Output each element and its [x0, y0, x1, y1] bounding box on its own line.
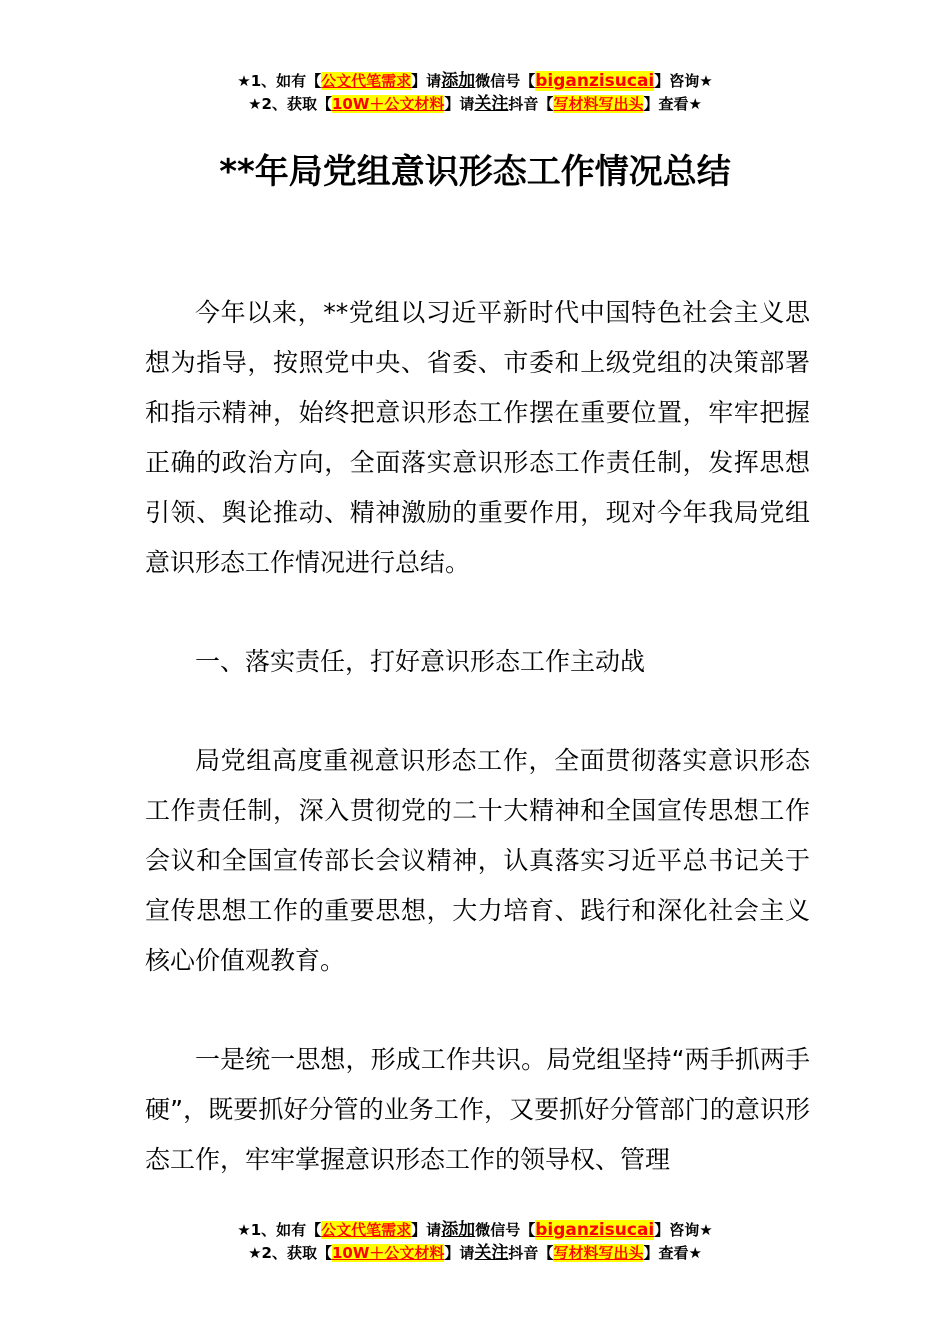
paragraph-section-1: 局党组高度重视意识形态工作，全面贯彻落实意识形态工作责任制，深入贯彻党的二十大精神和全国宣传思想工作会议和全国宣传部长会议精神，认真落实习近平总书记关于宣传思想工作的重要思想，大力培育、践行和深化社会主义核心价值观教育。	[145, 746, 810, 975]
banner-text: 微信号【	[475, 1221, 536, 1239]
banner-emphasis: 添加	[441, 71, 476, 91]
banner-line-2	[0, 93, 950, 116]
banner-text: 抖音【	[508, 1244, 554, 1262]
paragraph-intro: 今年以来，**党组以习近平新时代中国特色社会主义思想为指导，按照党中央、省委、市委和上级党组的决策部署和指示精神，始终把意识形态工作摆在重要位置，牢牢把握正确的政治方向，全面落实意识形态工作责任制，发挥思想引领、舆论推动、精神激励的重要作用，现对今年我局党组意识形态工作情况进行总结。	[145, 298, 810, 577]
banner-text: ★2、获取【	[248, 1244, 332, 1262]
highlight-douyin-id: 写材料写出头	[553, 1244, 644, 1262]
banner-line-1	[0, 1219, 950, 1242]
banner-text: 】请	[444, 1244, 475, 1262]
banner-text: ★1、如有【	[237, 72, 322, 90]
banner-emphasis: 添加	[441, 1220, 476, 1240]
banner-text: ★1、如有【	[237, 1221, 322, 1239]
banner-text: 】查看★	[643, 95, 702, 113]
highlight-service: 公文代笔需求	[321, 1221, 412, 1239]
footer-banner	[0, 1219, 950, 1265]
highlight-wechat-id: biganzisucai	[535, 71, 655, 91]
banner-text: 】请	[444, 95, 475, 113]
document-title: **年局党组意识形态工作情况总结	[219, 152, 731, 192]
banner-text: 抖音【	[508, 95, 554, 113]
section-heading-1: 一、落实责任，打好意识形态工作主动战	[195, 647, 646, 676]
highlight-douyin-id: 写材料写出头	[553, 95, 644, 113]
banner-text: ★2、获取【	[248, 95, 332, 113]
highlight-service: 公文代笔需求	[321, 72, 412, 90]
header-banner	[0, 70, 950, 116]
banner-line-1	[0, 70, 950, 93]
highlight-wechat-id: biganzisucai	[535, 1220, 655, 1240]
highlight-materials: 10W＋公文材料	[331, 1244, 445, 1262]
banner-text: 】请	[411, 72, 442, 90]
banner-emphasis: 关注	[474, 1243, 509, 1263]
banner-text: 】咨询★	[654, 1221, 713, 1239]
banner-text: 】请	[411, 1221, 442, 1239]
banner-emphasis: 关注	[474, 94, 509, 114]
banner-line-2	[0, 1242, 950, 1265]
banner-text: 微信号【	[475, 72, 536, 90]
paragraph-point-1: 一是统一思想，形成工作共识。局党组坚持“两手抓两手硬”，既要抓好分管的业务工作，又要抓好分管部门的意识形态工作，牢牢掌握意识形态工作的领导权、管理	[145, 1045, 810, 1174]
banner-text: 】查看★	[643, 1244, 702, 1262]
banner-text: 】咨询★	[654, 72, 713, 90]
highlight-materials: 10W＋公文材料	[331, 95, 445, 113]
